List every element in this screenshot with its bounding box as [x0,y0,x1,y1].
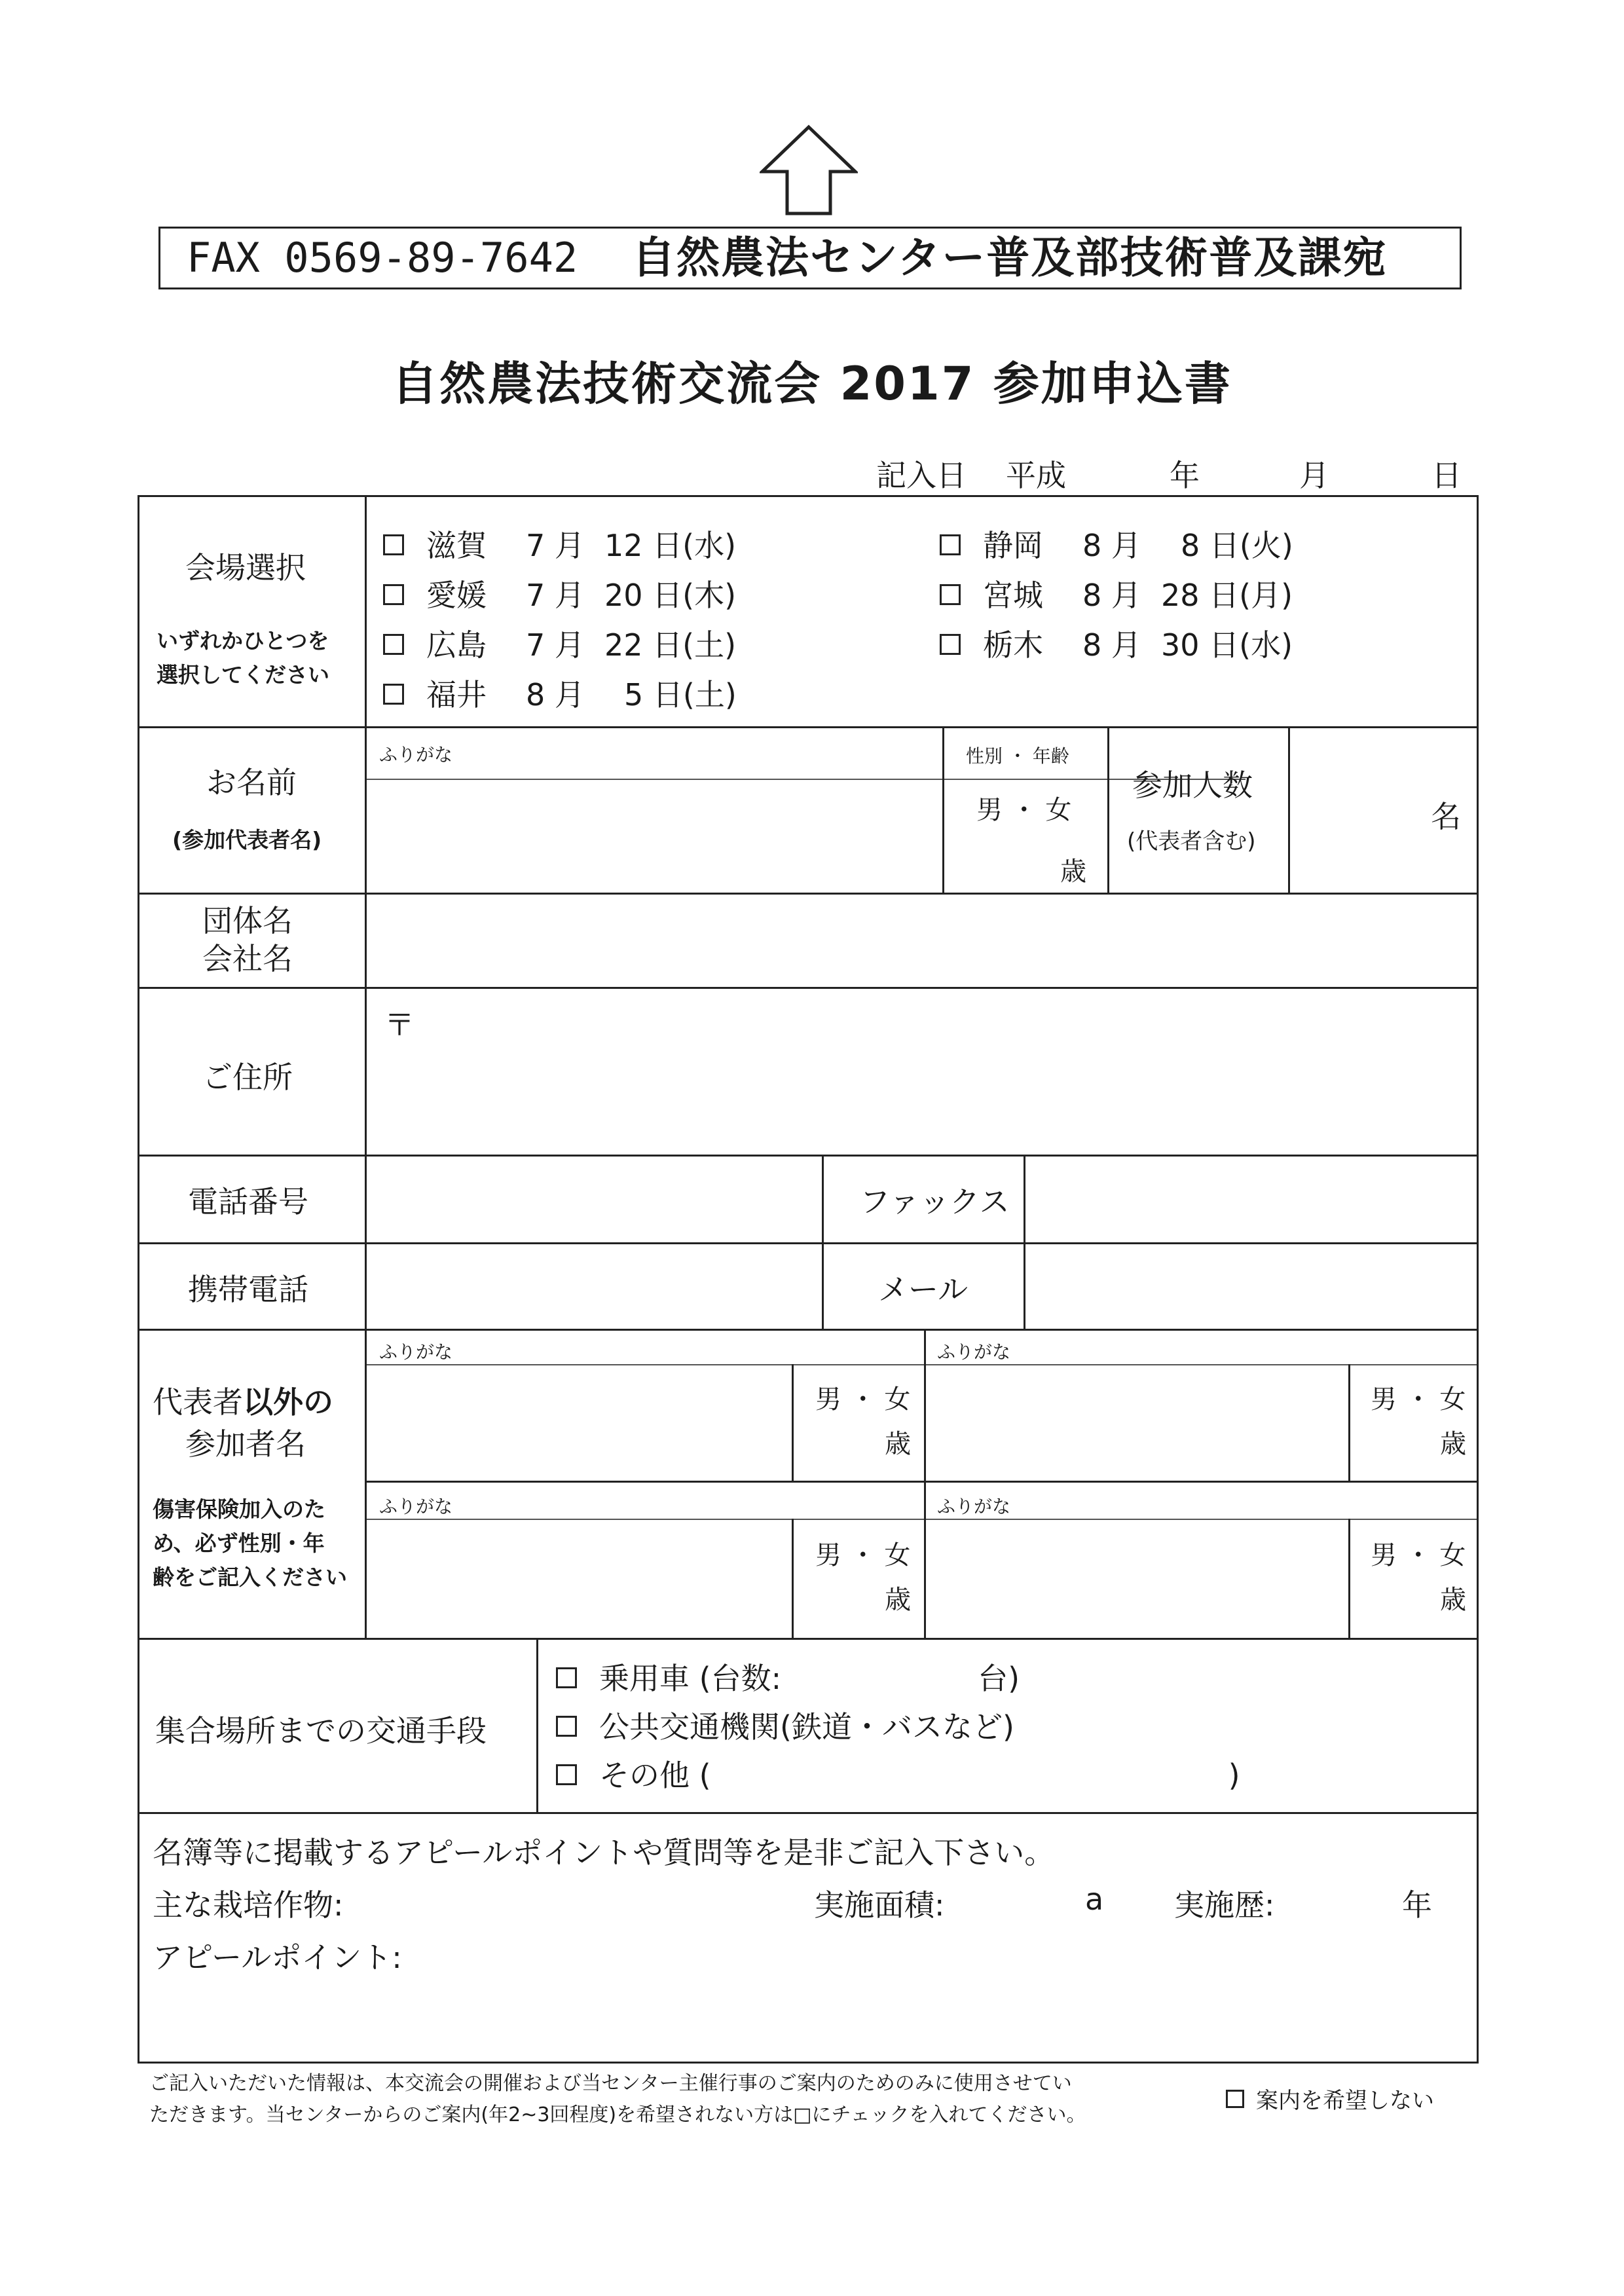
mobile-label: 携帯電話 [188,1272,308,1307]
postal-mark: 〒 [384,1007,415,1043]
mail-input[interactable] [1027,1245,1474,1327]
participant-3-gender[interactable]: 男 ・ 女 [815,1540,911,1570]
application-form [138,495,1479,2064]
address-label: ご住所 [202,1060,293,1095]
participant-4-furigana: ふりがな [937,1496,1011,1517]
venue-option-tochigi[interactable]: 栃木 8 月 30 日(水) [940,621,1293,665]
upward-arrow-icon [760,124,858,216]
participant-1-name-input[interactable] [369,1367,789,1479]
mobile-input[interactable] [369,1245,819,1327]
entry-date-year[interactable]: 年 [1170,458,1200,493]
area-unit[interactable]: a [1085,1881,1104,1917]
address-input[interactable] [369,990,1474,1153]
venue-option-hiroshima[interactable]: 広島 7 月 22 日(土) [383,621,736,665]
venue-option-shiga[interactable]: 滋賀 7 月 12 日(水) [383,522,736,565]
fax-header-box [158,227,1462,289]
fax-number: FAX 0569-89-7642 [187,234,578,282]
gender-age-header: 性別 ・ 年齢 [966,745,1069,767]
entry-date-label: 記入日 [876,458,967,493]
others-note-line2: め、必ず性別・年 [153,1530,325,1556]
optout-option[interactable] [1226,2083,1434,2115]
participant-3-furigana: ふりがな [379,1496,453,1517]
participant-2-age-unit[interactable]: 歳 [1440,1429,1466,1459]
name-furigana-label: ふりがな [379,744,453,766]
phone-label: 電話番号 [188,1184,308,1219]
entry-date-day[interactable]: 日 [1431,458,1462,493]
organization-label-line1: 団体名 [202,903,293,938]
participant-2-gender[interactable]: 男 ・ 女 [1371,1384,1466,1415]
others-note-line3: 齢をご記入ください [153,1565,347,1590]
venue-option-fukui[interactable]: 福井 8 月 5 日(土) [383,671,737,714]
entry-date-era: 平成 [1006,458,1066,493]
transport-option-public[interactable]: 公共交通機関(鉄道・バスなど) [556,1703,1014,1747]
privacy-footnote [149,2068,1210,2131]
participant-2-furigana: ふりがな [937,1341,1011,1363]
crops-label: 主な栽培作物: [153,1887,344,1923]
participant-1-gender[interactable]: 男 ・ 女 [815,1384,911,1415]
department-recipient: 自然農法センター普及部技術普及課宛 [632,232,1388,283]
name-gender-choice[interactable]: 男 ・ 女 [976,795,1072,825]
participant-4-name-input[interactable] [927,1521,1346,1637]
venue-checkbox-shiga[interactable] [383,534,404,555]
transport-label: 集合場所までの交通手段 [155,1713,487,1749]
venue-checkbox-fukui[interactable] [383,684,404,705]
participant-4-gender[interactable]: 男 ・ 女 [1371,1540,1466,1570]
history-unit[interactable]: 年 [1402,1887,1432,1923]
venue-checkbox-shizuoka[interactable] [940,534,961,555]
venue-note-line1: いずれかひとつを [157,628,329,654]
history-label: 実施歴: [1174,1887,1275,1923]
venue-option-shizuoka[interactable]: 静岡 8 月 8 日(火) [940,522,1293,565]
area-label: 実施面積: [814,1887,945,1923]
venue-label: 会場選択 [185,550,306,585]
appeal-intro: 名簿等に掲載するアピールポイントや質問等を是非ご記入下さい。 [153,1835,1055,1870]
venue-option-ehime[interactable]: 愛媛 7 月 20 日(木) [383,572,736,615]
optout-label: 案内を希望しない [1256,2088,1434,2114]
name-sublabel: (参加代表者名) [172,827,322,853]
optout-checkbox[interactable] [1226,2090,1244,2108]
name-input[interactable] [369,781,940,891]
participant-3-age-unit[interactable]: 歳 [885,1585,911,1615]
footnote-line1: ご記入いただいた情報は、本交流会の開催および当センター主催行事のご案内のためのみに使用させてい [149,2072,1072,2095]
transport-option-car[interactable]: 乗用車 (台数: 台) [556,1655,1020,1698]
appeal-point-label: アピールポイント: [153,1940,402,1975]
participant-1-furigana: ふりがな [379,1341,453,1363]
venue-checkbox-miyagi[interactable] [940,584,961,605]
entry-date-month[interactable]: 月 [1299,458,1329,493]
venue-note-line2: 選択してください [157,662,329,688]
participants-note: (代表者含む) [1127,828,1256,855]
venue-option-miyagi[interactable]: 宮城 8 月 28 日(月) [940,572,1293,615]
transport-option-other[interactable]: その他 ( ) [556,1752,1240,1795]
transport-checkbox-public[interactable] [556,1716,577,1737]
phone-input[interactable] [369,1157,819,1241]
organization-input[interactable] [369,895,1474,986]
name-age-unit[interactable]: 歳 [1060,857,1086,887]
name-label: お名前 [206,765,297,800]
participant-4-age-unit[interactable]: 歳 [1440,1585,1466,1615]
others-note-line1: 傷害保険加入のた [153,1496,325,1522]
transport-checkbox-car[interactable] [556,1667,577,1688]
fax-label: ファックス [860,1184,1010,1219]
participants-label: 参加人数 [1132,768,1253,803]
appeal-point-input[interactable] [401,1931,1469,2056]
participant-3-name-input[interactable] [369,1521,789,1637]
page-title: 自然農法技術交流会 2017 参加申込書 [392,357,1232,411]
organization-label-line2: 会社名 [202,941,293,976]
venue-checkbox-hiroshima[interactable] [383,634,404,655]
others-label-line2: 参加者名 [185,1426,306,1462]
venue-checkbox-tochigi[interactable] [940,634,961,655]
venue-checkbox-ehime[interactable] [383,584,404,605]
participant-1-age-unit[interactable]: 歳 [885,1429,911,1459]
footnote-line2: ただきます。当センターからのご案内(年2~3回程度)を希望されない方は□にチェックを入れてください。 [149,2103,1086,2126]
participant-2-name-input[interactable] [927,1367,1346,1479]
fax-input[interactable] [1027,1157,1474,1241]
participants-unit[interactable]: 名 [1431,799,1461,834]
others-label: 代表者以外の [153,1384,333,1420]
transport-checkbox-other[interactable] [556,1764,577,1785]
mail-label: メール [878,1272,969,1307]
